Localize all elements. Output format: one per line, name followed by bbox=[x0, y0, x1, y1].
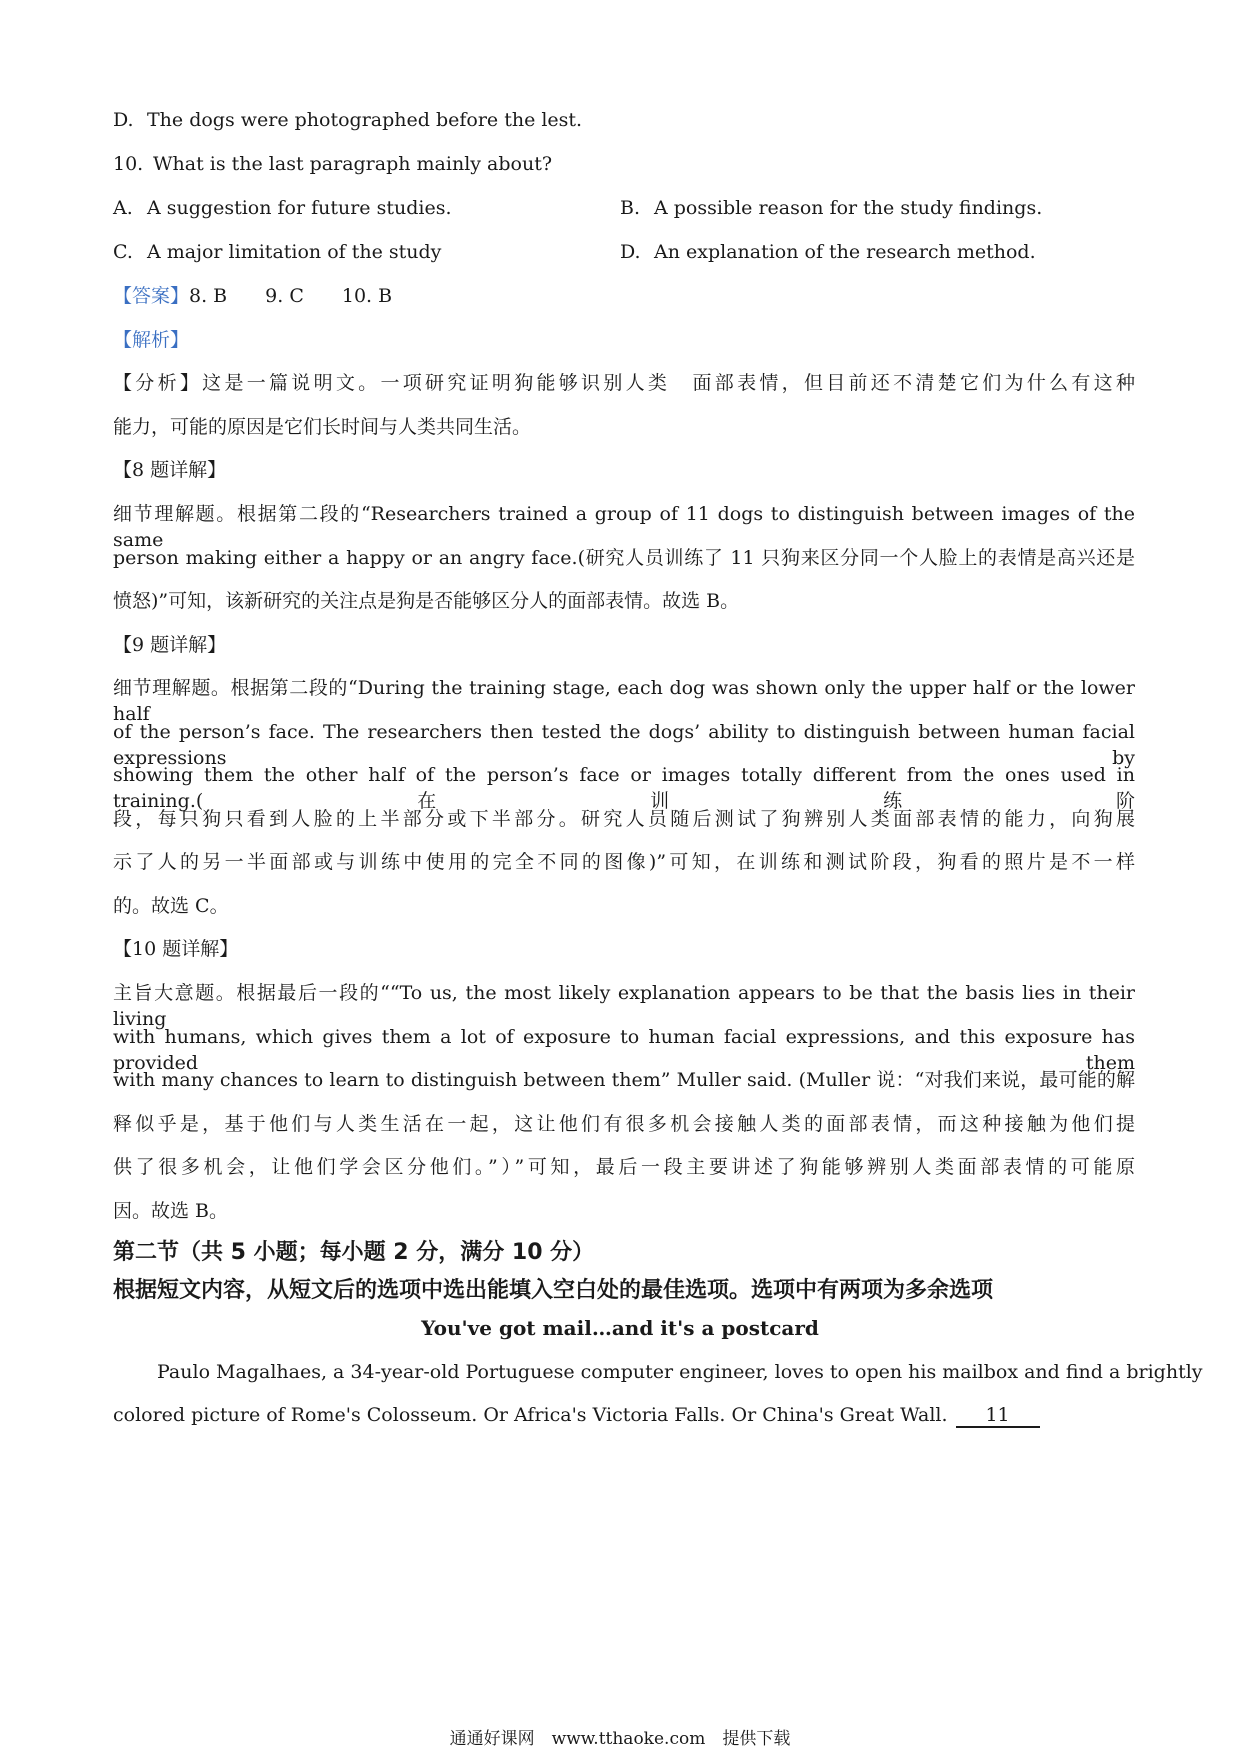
option-label: D. bbox=[113, 109, 134, 131]
option-label: D. bbox=[620, 241, 641, 263]
q10-options-row-1 bbox=[113, 195, 1135, 221]
detail-10-line: 因。故选 B。 bbox=[113, 1200, 229, 1222]
detail-10-heading: 【10 题详解】 bbox=[113, 938, 239, 960]
detail-10-line: with many chances to learn to distinguish between them” Muller said. (Muller 说：“对我们来说，最可能的解 bbox=[113, 1069, 1135, 1091]
q10-option-d bbox=[620, 239, 1036, 265]
page-footer: 通通好课网 www.tthaoke.com 提供下载 bbox=[449, 1729, 791, 1749]
detail-9-heading: 【9 题详解】 bbox=[113, 634, 227, 656]
passage-line-2 bbox=[113, 1402, 1135, 1428]
option-label: A. bbox=[113, 197, 133, 219]
passage-text: colored picture of Rome's Colosseum. Or Africa's Victoria Falls. Or China's Great Wall. bbox=[113, 1404, 948, 1426]
detail-8-heading: 【8 题详解】 bbox=[113, 459, 227, 481]
answer-line bbox=[113, 283, 1135, 309]
question-number: 10. bbox=[113, 153, 144, 175]
q10-option-a bbox=[113, 197, 452, 219]
section-2-instruction: 根据短文内容，从短文后的选项中选出能填入空白处的最佳选项。选项中有两项为多余选项 bbox=[113, 1278, 994, 1303]
detail-10-line: 主旨大意题。根据最后一段的““To us, the most likely explanation appears to be that the basis lies in their living bbox=[113, 982, 1135, 1030]
option-text: A suggestion for future studies. bbox=[147, 197, 452, 219]
option-text: The dogs were photographed before the lest. bbox=[147, 109, 583, 131]
question-text: What is the last paragraph mainly about? bbox=[153, 153, 553, 175]
q10-stem bbox=[113, 151, 1135, 177]
q10-option-b bbox=[620, 195, 1042, 221]
overview-line: 能力，可能的原因是它们长时间与人类共同生活。 bbox=[113, 416, 532, 438]
section-2-heading: 第二节（共 5 小题；每小题 2 分，满分 10 分） bbox=[113, 1240, 595, 1265]
option-text: A possible reason for the study findings. bbox=[654, 197, 1043, 219]
answer-label: 【答案】 bbox=[113, 285, 190, 307]
detail-9-line: 细节理解题。根据第二段的“During the training stage, each dog was shown only the upper half or the lower half bbox=[113, 677, 1135, 725]
option-label: B. bbox=[620, 197, 641, 219]
detail-8-line: 细节理解题。根据第二段的“Researchers trained a group of 11 dogs to distinguish between images of the same bbox=[113, 503, 1135, 551]
overview-line: 【分析】这是一篇说明文。一项研究证明狗能够识别人类 面部表情，但目前还不清楚它们为什么有这种 bbox=[113, 372, 1135, 394]
passage-title: You've got mail…and it's a postcard bbox=[421, 1316, 819, 1340]
detail-9-line: showing them the other half of the person’s face or images totally different from the ones used in training.(在训练阶 bbox=[113, 764, 1135, 812]
detail-10-line: 供了很多机会，让他们学会区分他们。”）”可知，最后一段主要讲述了狗能够辨别人类面部表情的可能原 bbox=[113, 1156, 1135, 1178]
detail-10-line: 释似乎是，基于他们与人类生活在一起，这让他们有很多机会接触人类的面部表情，而这种接触为他们提 bbox=[113, 1113, 1135, 1135]
detail-9-line: of the person’s face. The researchers then tested the dogs’ ability to distinguish between human facial expressions by bbox=[113, 721, 1135, 769]
detail-8-line: person making either a happy or an angry face.(研究人员训练了 11 只狗来区分同一个人脸上的表情是高兴还是 bbox=[113, 547, 1135, 569]
option-text: An explanation of the research method. bbox=[654, 241, 1036, 263]
analysis-label: 【解析】 bbox=[113, 329, 190, 351]
answer-item: 8. B bbox=[189, 285, 228, 307]
q9-option-d bbox=[113, 107, 1135, 133]
answer-blank: 11 bbox=[956, 1404, 1040, 1428]
answer-item: 10. B bbox=[341, 285, 393, 307]
passage-line: Paulo Magalhaes, a 34-year-old Portuguese computer engineer, loves to open his mailbox and find a brightly bbox=[157, 1361, 1203, 1383]
option-label: C. bbox=[113, 241, 133, 263]
detail-10-line: with humans, which gives them a lot of exposure to human facial expressions, and this exposure has provided them bbox=[113, 1026, 1135, 1074]
detail-8-line: 愤怒)”可知，该新研究的关注点是狗是否能够区分人的面部表情。故选 B。 bbox=[113, 590, 740, 612]
detail-9-line: 段，每只狗只看到人脸的上半部分或下半部分。研究人员随后测试了狗辨别人类面部表情的能力，向狗展 bbox=[113, 808, 1135, 830]
detail-9-line: 示了人的另一半面部或与训练中使用的完全不同的图像)”可知，在训练和测试阶段，狗看的照片是不一样 bbox=[113, 851, 1135, 873]
answer-item: 9. C bbox=[265, 285, 304, 307]
detail-9-line: 的。故选 C。 bbox=[113, 895, 229, 917]
option-text: A major limitation of the study bbox=[147, 241, 442, 263]
q10-options-row-2 bbox=[113, 239, 1135, 265]
q10-option-c bbox=[113, 241, 441, 263]
